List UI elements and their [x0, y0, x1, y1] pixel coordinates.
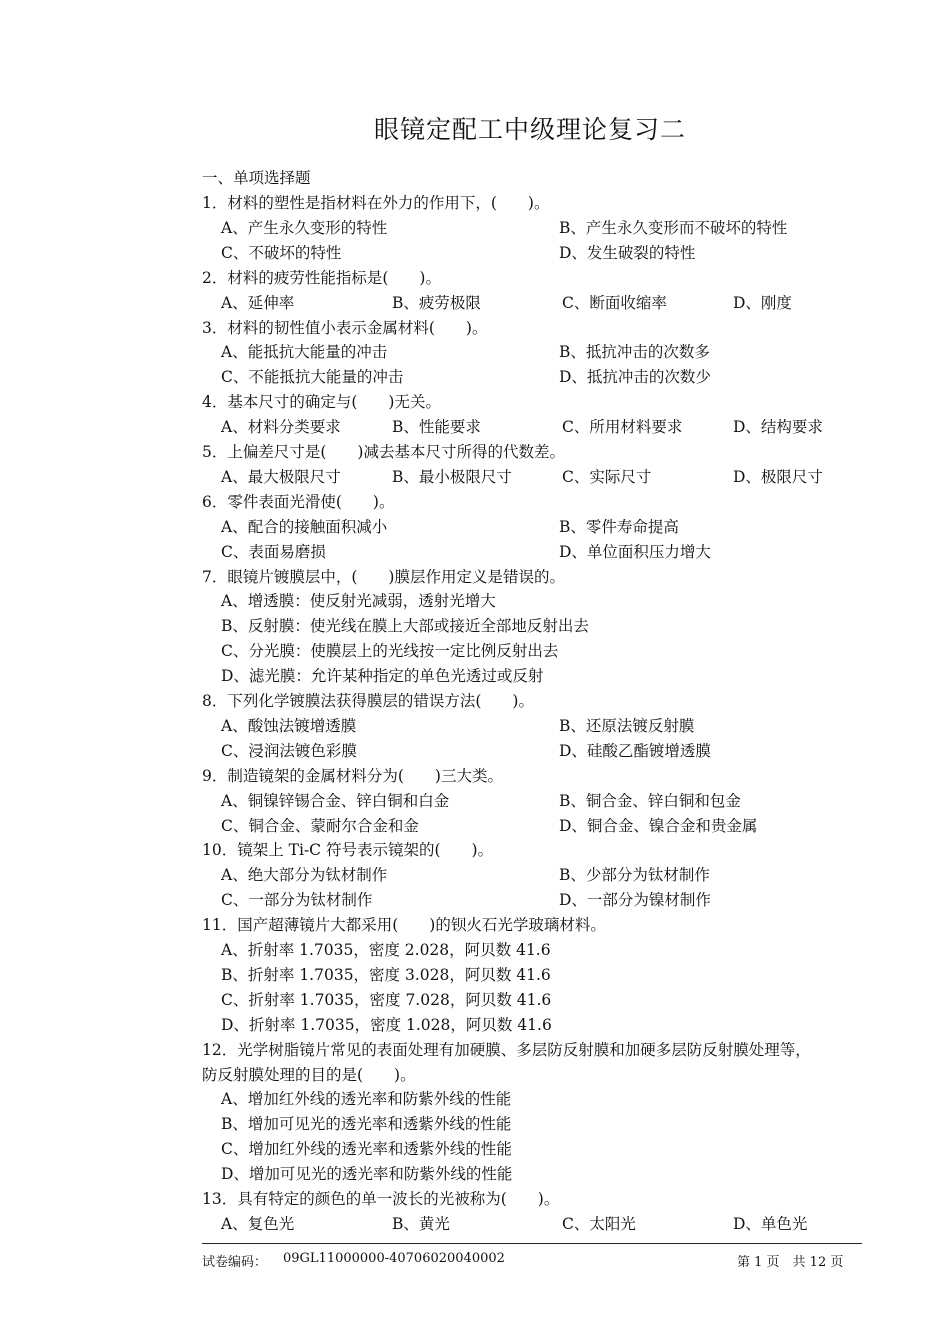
answer-option: A、最大极限尺寸 — [221, 467, 341, 486]
answer-option: B、少部分为钛材制作 — [559, 866, 710, 885]
answer-option: D、硅酸乙酯镀增透膜 — [559, 741, 711, 760]
answer-option: A、增加红外线的透光率和防紫外线的性能 — [221, 1090, 512, 1109]
answer-option: C、所用材料要求 — [562, 418, 683, 437]
answer-option: B、最小极限尺寸 — [392, 467, 512, 486]
answer-option: B、还原法镀反射膜 — [559, 716, 695, 735]
answer-option: D、刚度 — [733, 293, 792, 312]
answer-option: A、能抵抗大能量的冲击 — [221, 343, 388, 362]
answer-option: B、疲劳极限 — [392, 293, 481, 312]
answer-option: B、零件寿命提高 — [559, 517, 679, 536]
question-stem: 7．眼镜片镀膜层中，( )膜层作用定义是错误的。 — [202, 567, 565, 586]
answer-option: B、产生永久变形而不破坏的特性 — [559, 218, 788, 237]
footer-divider — [202, 1243, 862, 1244]
question-stem: 10．镜架上 Ti-C 符号表示镜架的( )。 — [202, 841, 494, 860]
answer-option: C、增加红外线的透光率和透紫外线的性能 — [221, 1140, 512, 1159]
section-heading: 一、单项选择题 — [202, 169, 311, 187]
question-stem: 12．光学树脂镜片常见的表面处理有加硬膜、多层防反射膜和加硬多层防反射膜处理等， — [202, 1040, 811, 1059]
question-stem: 防反射膜处理的目的是( )。 — [202, 1065, 416, 1084]
answer-option: B、增加可见光的透光率和透紫外线的性能 — [221, 1115, 512, 1134]
answer-option: C、表面易磨损 — [221, 542, 326, 561]
answer-option: D、极限尺寸 — [733, 467, 823, 486]
answer-option: C、浸润法镀色彩膜 — [221, 741, 357, 760]
answer-option: D、折射率 1.7035，密度 1.028，阿贝数 41.6 — [221, 1015, 552, 1034]
question-stem: 11．国产超薄镜片大都采用( )的钡火石光学玻璃材料。 — [202, 916, 606, 935]
answer-option: A、绝大部分为钛材制作 — [221, 866, 388, 885]
answer-option: D、铜合金、镍合金和贵金属 — [559, 816, 758, 835]
answer-option: B、铜合金、锌白铜和包金 — [559, 791, 741, 810]
answer-option: B、抵抗冲击的次数多 — [559, 343, 710, 362]
answer-option: C、铜合金、蒙耐尔合金和金 — [221, 816, 419, 835]
answer-option: D、单色光 — [733, 1214, 808, 1233]
answer-option: D、单位面积压力增大 — [559, 542, 711, 561]
answer-option: B、黄光 — [392, 1214, 450, 1233]
question-stem: 3．材料的韧性值小表示金属材料( )。 — [202, 318, 488, 337]
page-title: 眼镜定配工中级理论复习二 — [373, 115, 686, 144]
answer-option: A、配合的接触面积减小 — [221, 517, 388, 536]
answer-option: A、铜镍锌锡合金、锌白铜和白金 — [221, 791, 450, 810]
answer-option: C、断面收缩率 — [562, 293, 667, 312]
question-stem: 4．基本尺寸的确定与( )无关。 — [202, 393, 441, 412]
question-stem: 6．零件表面光滑使( )。 — [202, 492, 395, 511]
answer-option: D、抵抗冲击的次数少 — [559, 368, 711, 387]
footer-code-value: 09GL11000000-40706020040002 — [283, 1251, 505, 1266]
question-stem: 1．材料的塑性是指材料在外力的作用下，( )。 — [202, 194, 550, 212]
answer-option: C、不能抵抗大能量的冲击 — [221, 368, 404, 387]
answer-option: D、一部分为镍材制作 — [559, 891, 711, 910]
question-stem: 8．下列化学镀膜法获得膜层的错误方法( )。 — [202, 692, 534, 710]
answer-option: C、折射率 1.7035，密度 7.028，阿贝数 41.6 — [221, 990, 552, 1009]
answer-option: A、增透膜：使反射光减弱，透射光增大 — [221, 592, 496, 611]
answer-option: C、分光膜：使膜层上的光线按一定比例反射出去 — [221, 642, 559, 661]
answer-option: B、折射率 1.7035，密度 3.028，阿贝数 41.6 — [221, 965, 551, 984]
question-stem: 9．制造镜架的金属材料分为( )三大类。 — [202, 766, 503, 785]
question-stem: 13．具有特定的颜色的单一波长的光被称为( )。 — [202, 1190, 560, 1208]
answer-option: D、发生破裂的特性 — [559, 243, 696, 262]
answer-option: B、反射膜：使光线在膜上大部或接近全部地反射出去 — [221, 617, 589, 636]
answer-option: C、一部分为钛材制作 — [221, 891, 373, 910]
answer-option: A、材料分类要求 — [221, 418, 341, 437]
question-stem: 5．上偏差尺寸是( )减去基本尺寸所得的代数差。 — [202, 443, 565, 461]
answer-option: D、结构要求 — [733, 418, 823, 437]
footer-code-label: 试卷编码： — [202, 1255, 268, 1270]
answer-option: A、产生永久变形的特性 — [221, 218, 388, 237]
answer-option: C、不破坏的特性 — [221, 243, 342, 262]
answer-option: B、性能要求 — [392, 418, 481, 437]
question-stem: 2．材料的疲劳性能指标是( )。 — [202, 268, 441, 287]
answer-option: C、太阳光 — [562, 1214, 636, 1233]
answer-option: D、滤光膜：允许某种指定的单色光透过或反射 — [221, 667, 544, 686]
answer-option: A、延伸率 — [221, 293, 295, 312]
answer-option: A、折射率 1.7035，密度 2.028，阿贝数 41.6 — [221, 941, 551, 959]
footer-page-info: 第 1 页 共 12 页 — [737, 1255, 844, 1270]
answer-option: A、复色光 — [221, 1214, 295, 1233]
answer-option: C、实际尺寸 — [562, 467, 652, 486]
answer-option: D、增加可见光的透光率和防紫外线的性能 — [221, 1165, 513, 1184]
answer-option: A、酸蚀法镀增透膜 — [221, 716, 357, 735]
